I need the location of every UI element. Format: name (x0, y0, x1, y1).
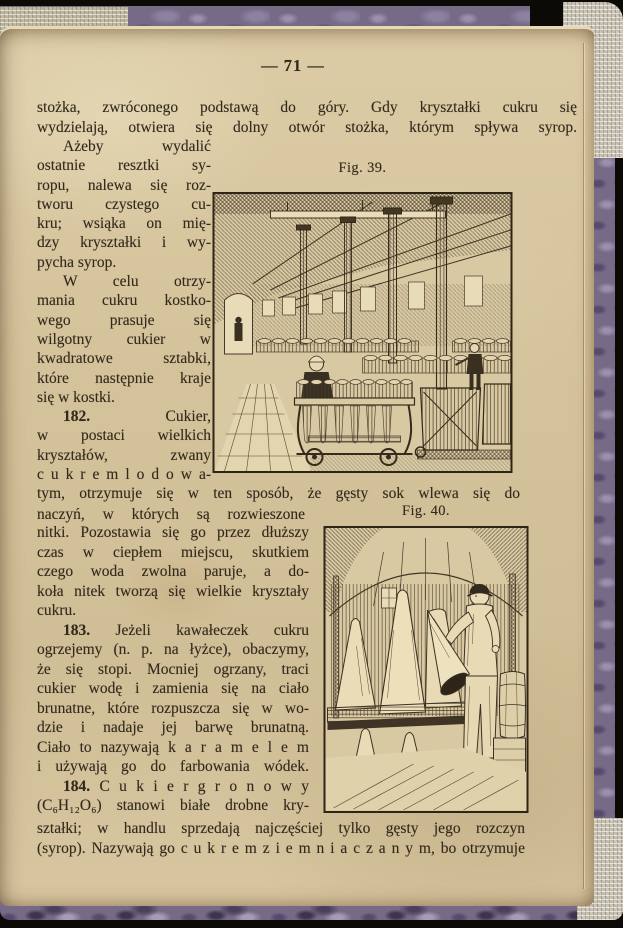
text-line: wydzielają, otwiera się dolny otwór stożka, którym spływa syrop. (37, 118, 577, 136)
left-column-text-2 (37, 523, 309, 816)
text-line: stożka, zwróconego podstawą do góry. Gdy kryształki cukru się (37, 99, 577, 116)
text-line: (syrop). Nazywają go c u k r e m z i e m n i a c z a n y m, bo otrzymuje (37, 839, 525, 857)
far-wall (249, 276, 511, 346)
text-line: nitki. Pozostawia się go przez dłuższy (37, 524, 309, 541)
figure-40-illustration (322, 526, 530, 813)
text-line: koła nitek tworzą się wielkie kryształy (37, 582, 309, 600)
text-line: Ażeby wydalić (63, 138, 211, 155)
text-line: się w kostki. (37, 388, 115, 406)
text-line: kru; wsiąka on mię- (37, 215, 211, 233)
text-line: 184. C u k i e r g r o n o w y (63, 777, 309, 795)
text-line: ostatnie resztki sy- (37, 157, 211, 175)
text-line: w postaci wielkich (37, 427, 211, 445)
text-line: wego prasuje się (37, 311, 211, 329)
text-line: że się stopi. Mocniej ogrzany, traci (37, 660, 309, 678)
paragraph-number: 182. (63, 408, 91, 426)
text-line: pycha syrop. (37, 253, 117, 271)
text-line: kryształów, zwany (37, 446, 211, 464)
text-line: 183. Jeżeli kawałeczek cukru (63, 621, 309, 639)
text-line: ształki; w handlu sprzedają najczęściej tylko gęsty jego rozczyn (37, 820, 525, 837)
figure-40 (322, 526, 530, 813)
paragraph-top (37, 98, 577, 137)
doorway (225, 294, 253, 355)
text-line: brunatne, które rozpuszcza się w wo- (37, 699, 309, 717)
text-line: 182. Cukier, (63, 408, 211, 426)
text-line: wilgotny cukier w (37, 330, 211, 348)
paragraph-number: 183. (63, 621, 91, 639)
text-line: mania cukru kostko- (37, 292, 211, 310)
text-line: cukier wodę i zamienia się na ciało (37, 680, 309, 697)
light-fixture (271, 211, 446, 218)
text-line: czego woda zwolna paruje, a do- (37, 563, 309, 580)
text-line: c u k r e m l o d o w a- (37, 466, 211, 484)
line-before-fig40 (37, 505, 305, 525)
figure-39-caption: Fig. 39. (338, 160, 387, 176)
paragraph-bottom (37, 819, 525, 858)
text-line: cukru. (37, 602, 77, 619)
text-line: czas w ciepłem miejscu, skutkiem (37, 543, 309, 561)
paragraph-number: 184. (63, 777, 91, 795)
figure-39-illustration (212, 192, 513, 473)
page-crease-line (583, 43, 584, 889)
left-column-text (37, 137, 211, 484)
text-line: naczyń, w których są rozwieszone (37, 506, 305, 523)
text-line: dzy kryształki i wy- (37, 234, 211, 252)
text-line: tym, otrzymuje się w ten sposób, że gęsty sok wlewa się do (37, 485, 520, 502)
text-line: i używają go do farbowania wódek. (37, 758, 309, 775)
text-line: (C₆H₁₂O₆) stanowi białe drobne kry- (37, 797, 309, 814)
text-line: tworu czystego cu- (37, 195, 211, 213)
text-line: dzie i nadaje jej barwę brunatną. (37, 719, 309, 736)
text-line: W celu otrzy- (63, 273, 211, 291)
text-line: kwadratowe sztabki, (37, 350, 211, 368)
book-page (0, 26, 594, 906)
figure-39 (212, 192, 513, 473)
text-line: ogrzejemy (n. p. na łyżce), obaczymy, (37, 641, 309, 658)
text-line: ropu, nalewa się roz- (37, 176, 211, 194)
text-line: Ciało to nazywają k a r a m e l e m (37, 738, 309, 756)
page-number: — 71 — (261, 56, 325, 75)
text-line: które następnie kraje (37, 369, 211, 387)
figure-40-caption: Fig. 40. (402, 503, 450, 519)
paragraph-mid (37, 484, 520, 504)
